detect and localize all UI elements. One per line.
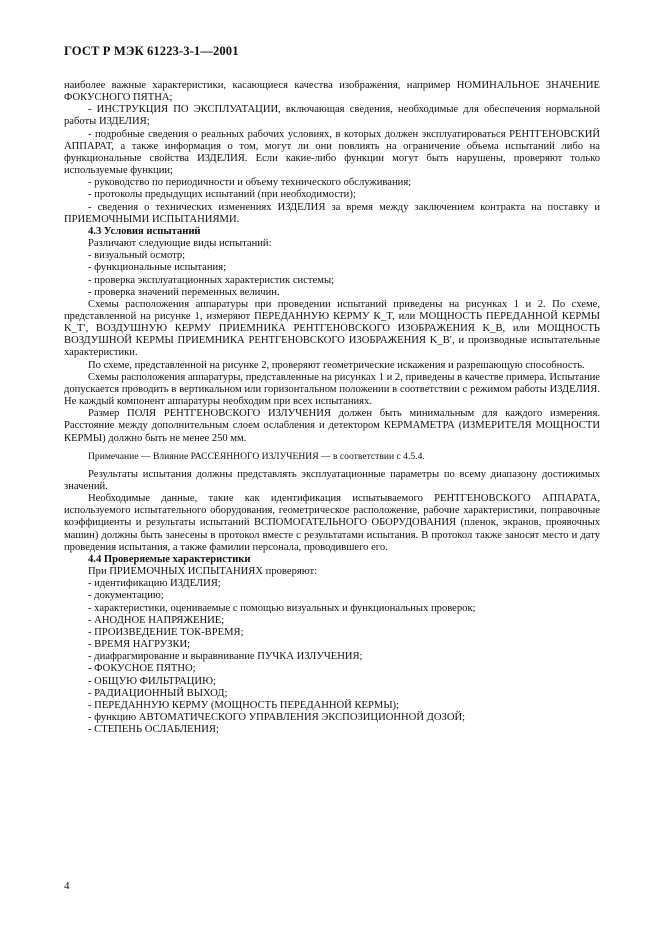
list-item: - проверка эксплуатационных характеристик системы; (88, 274, 335, 286)
document-body (64, 80, 600, 736)
list-item: - СТЕПЕНЬ ОСЛАБЛЕНИЯ; (88, 724, 219, 736)
list-item: - проверка значений переменных величин. (88, 286, 280, 298)
list-item: - ОБЩУЮ ФИЛЬТРАЦИЮ; (88, 675, 216, 687)
list-item: - АНОДНОЕ НАПРЯЖЕНИЕ; (88, 614, 225, 626)
list-item: - диафрагмирование и выравнивание ПУЧКА ИЗЛУЧЕНИЯ; (88, 651, 363, 663)
paragraph: Необходимые данные, такие как идентификация испытываемого РЕНТГЕНОВСКОГО АППАРАТА, используемого испытательного оборудования, геометрическое расположение, рабочие характеристики, поправочные коэффициенты и результаты испытаний ВСПОМОГАТЕЛЬНОГО ОБОРУДОВАНИЯ (пленок, экранов, проявочных машин) должны быть занесены в протокол вместе с результатами испытания. В протокол также заносят место и дату проведения испытания, а также фамилии персонала, проводившего его. (64, 493, 600, 553)
list-item: - функцию АВТОМАТИЧЕСКОГО УПРАВЛЕНИЯ ЭКСПОЗИЦИОННОЙ ДОЗОЙ; (88, 711, 466, 723)
list-item: - характеристики, оцениваемые с помощью визуальных и функциональных проверок; (88, 602, 476, 614)
section-heading: 4.4 Проверяемые характеристики (88, 553, 251, 565)
list-item: - функциональные испытания; (88, 262, 227, 274)
paragraph: Размер ПОЛЯ РЕНТГЕНОВСКОГО ИЗЛУЧЕНИЯ должен быть минимальным для каждого измерения. Расстояние между дополнительным слоем ослабления и детектором КЕРМАМЕТРА (ИЗМЕРИТЕЛЯ МОЩНОСТИ КЕРМЫ) должно быть не менее 250 мм. (64, 408, 600, 444)
list-item: - РАДИАЦИОННЫЙ ВЫХОД; (88, 687, 228, 699)
document-header: ГОСТ Р МЭК 61223-3-1—2001 (64, 44, 239, 58)
list-item: - визуальный осмотр; (88, 250, 186, 262)
list-item: - протоколы предыдущих испытаний (при необходимости); (88, 189, 356, 201)
paragraph: По схеме, представленной на рисунке 2, проверяют геометрические искажения и разрешающую способность. (88, 359, 585, 371)
page-number: 4 (64, 880, 70, 892)
section-heading: 4.3 Условия испытаний (88, 225, 201, 237)
list-item: - ПРОИЗВЕДЕНИЕ ТОК-ВРЕМЯ; (88, 626, 244, 638)
list-item: - подробные сведения о реальных рабочих условиях, в которых должен эксплуатироваться РЕНТГЕНОВСКИЙ АППАРАТ, а также информация о том, могут ли они повлиять на ограничение объема испытаний либо на функциональные свойства ИЗДЕЛИЯ. Если какие-либо функции могут быть нарушены, проверяют только используемые функции; (64, 128, 600, 177)
paragraph: Результаты испытания должны представлять эксплуатационные параметры по всему диапазону достижимых значений. (64, 468, 600, 492)
list-item: - руководство по периодичности и объему технического обслуживания; (88, 177, 412, 189)
list-item: - ФОКУСНОЕ ПЯТНО; (88, 663, 196, 675)
list-item: - ПЕРЕДАННУЮ КЕРМУ (МОЩНОСТЬ ПЕРЕДАННОЙ КЕРМЫ); (88, 699, 400, 711)
note: Примечание — Влияние РАССЕЯННОГО ИЗЛУЧЕНИЯ — в соответствии с 4.5.4. (88, 450, 425, 462)
paragraph: При ПРИЕМОЧНЫХ ИСПЫТАНИЯХ проверяют: (88, 566, 318, 578)
list-item: - сведения о технических изменениях ИЗДЕЛИЯ за время между заключением контракта на поставку и ПРИЕМОЧНЫМИ ИСПЫТАНИЯМИ. (64, 201, 600, 225)
list-item: - ВРЕМЯ НАГРУЗКИ; (88, 639, 191, 651)
paragraph: наиболее важные характеристики, касающиеся качества изображения, например НОМИНАЛЬНОЕ ЗНАЧЕНИЕ ФОКУСНОГО ПЯТНА; (64, 80, 600, 104)
paragraph: Схемы расположения аппаратуры, представленные на рисунках 1 и 2, приведены в качестве примера. Испытание допускается проводить в вертикальном или горизонтальном положении в соответствии с режимом работы ИЗДЕЛИЯ. Не каждый компонент аппаратуры необходим при всех испытаниях. (64, 371, 600, 408)
list-item: - ИНСТРУКЦИЯ ПО ЭКСПЛУАТАЦИИ, включающая сведения, необходимые для обеспечения нормальной работы ИЗДЕЛИЯ; (64, 104, 600, 128)
list-item: - документацию; (88, 590, 164, 602)
paragraph: Схемы расположения аппаратуры при проведении испытаний приведены на рисунках 1 и 2. По схеме, представленной на рисунке 1, измеряют ПЕРЕДАННУЮ КЕРМУ K_T, или МОЩНОСТЬ ПЕРЕДАННОЙ КЕРМЫ K_T′, ВОЗДУШНУЮ КЕРМУ ПРИЕМНИКА РЕНТГЕНОВСКОГО ИЗОБРАЖЕНИЯ K_B, или МОЩНОСТЬ ВОЗДУШНОЙ КЕРМЫ ПРИЕМНИКА РЕНТГЕНОВСКОГО ИЗОБРАЖЕНИЯ K_B′, и производные испытательные характеристики. (64, 298, 600, 359)
paragraph: Различают следующие виды испытаний: (88, 238, 272, 250)
list-item: - идентификацию ИЗДЕЛИЯ; (88, 578, 221, 590)
